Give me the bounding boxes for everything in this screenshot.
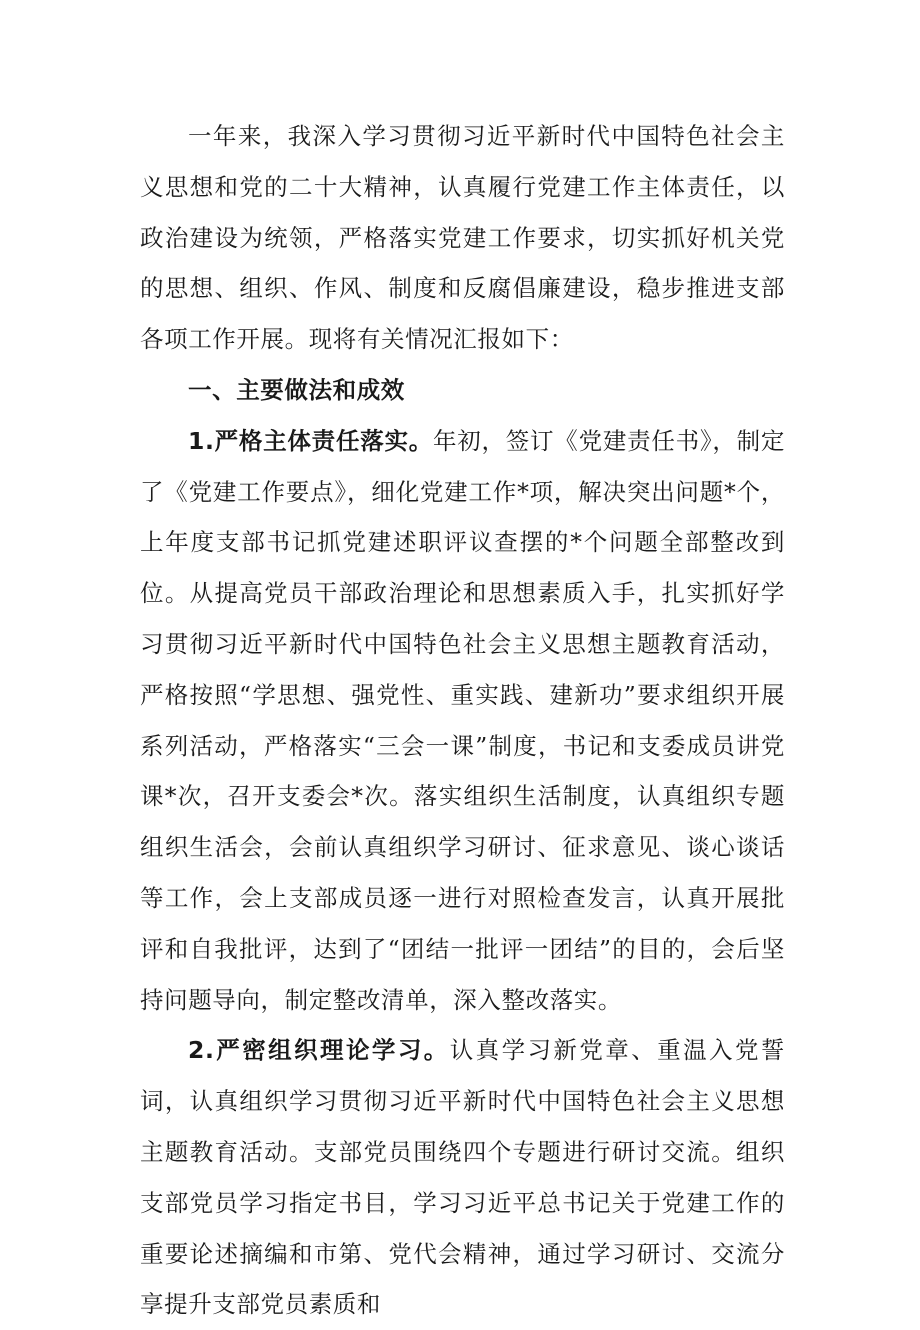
intro-paragraph: 一年来，我深入学习贯彻习近平新时代中国特色社会主义思想和党的二十大精神，认真履行党建工作主体责任，以政治建设为统领，严格落实党建工作要求，切实抓好机关党的思想、组织、作风、制度和反腐倡廉建设，稳步推进支部各项工作开展。现将有关情况汇报如下： <box>140 122 785 354</box>
item-2-body: 认真学习新党章、重温入党誓词，认真组织学习贯彻习近平新时代中国特色社会主义思想主题教育活动。支部党员围绕四个专题进行研讨交流。组织支部党员学习指定书目，学习习近平总书记关于党建工作的重要论述摘编和市第、党代会精神，通过学习研讨、交流分享提升支部党员素质和 <box>140 1036 785 1319</box>
document-body <box>140 111 785 1330</box>
item-2-lead: 2.严密组织理论学习。 <box>188 1036 450 1065</box>
section-heading: 一、主要做法和成效 <box>188 375 405 404</box>
item-1-lead: 1.严格主体责任落实。 <box>188 426 433 455</box>
item-2-paragraph <box>140 1025 785 1330</box>
item-1-body: 年初，签订《党建责任书》，制定了《党建工作要点》，细化党建工作*项，解决突出问题*个，上年度支部书记抓党建述职评议查摆的*个问题全部整改到位。从提高党员干部政治理论和思想素质入手，扎实抓好学习贯彻习近平新时代中国特色社会主义思想主题教育活动，严格按照“学思想、强党性、重实践、建新功”要求组织开展系列活动，严格落实“三会一课”制度，书记和支委成员讲党课*次，召开支委会*次。落实组织生活制度，认真组织专题组织生活会，会前认真组织学习研讨、征求意见、谈心谈话等工作，会上支部成员逐一进行对照检查发言，认真开展批评和自我批评，达到了“团结一批评一团结”的目的，会后坚持问题导向，制定整改清单，深入整改落实。 <box>140 426 786 1014</box>
item-1-paragraph <box>140 416 785 1026</box>
